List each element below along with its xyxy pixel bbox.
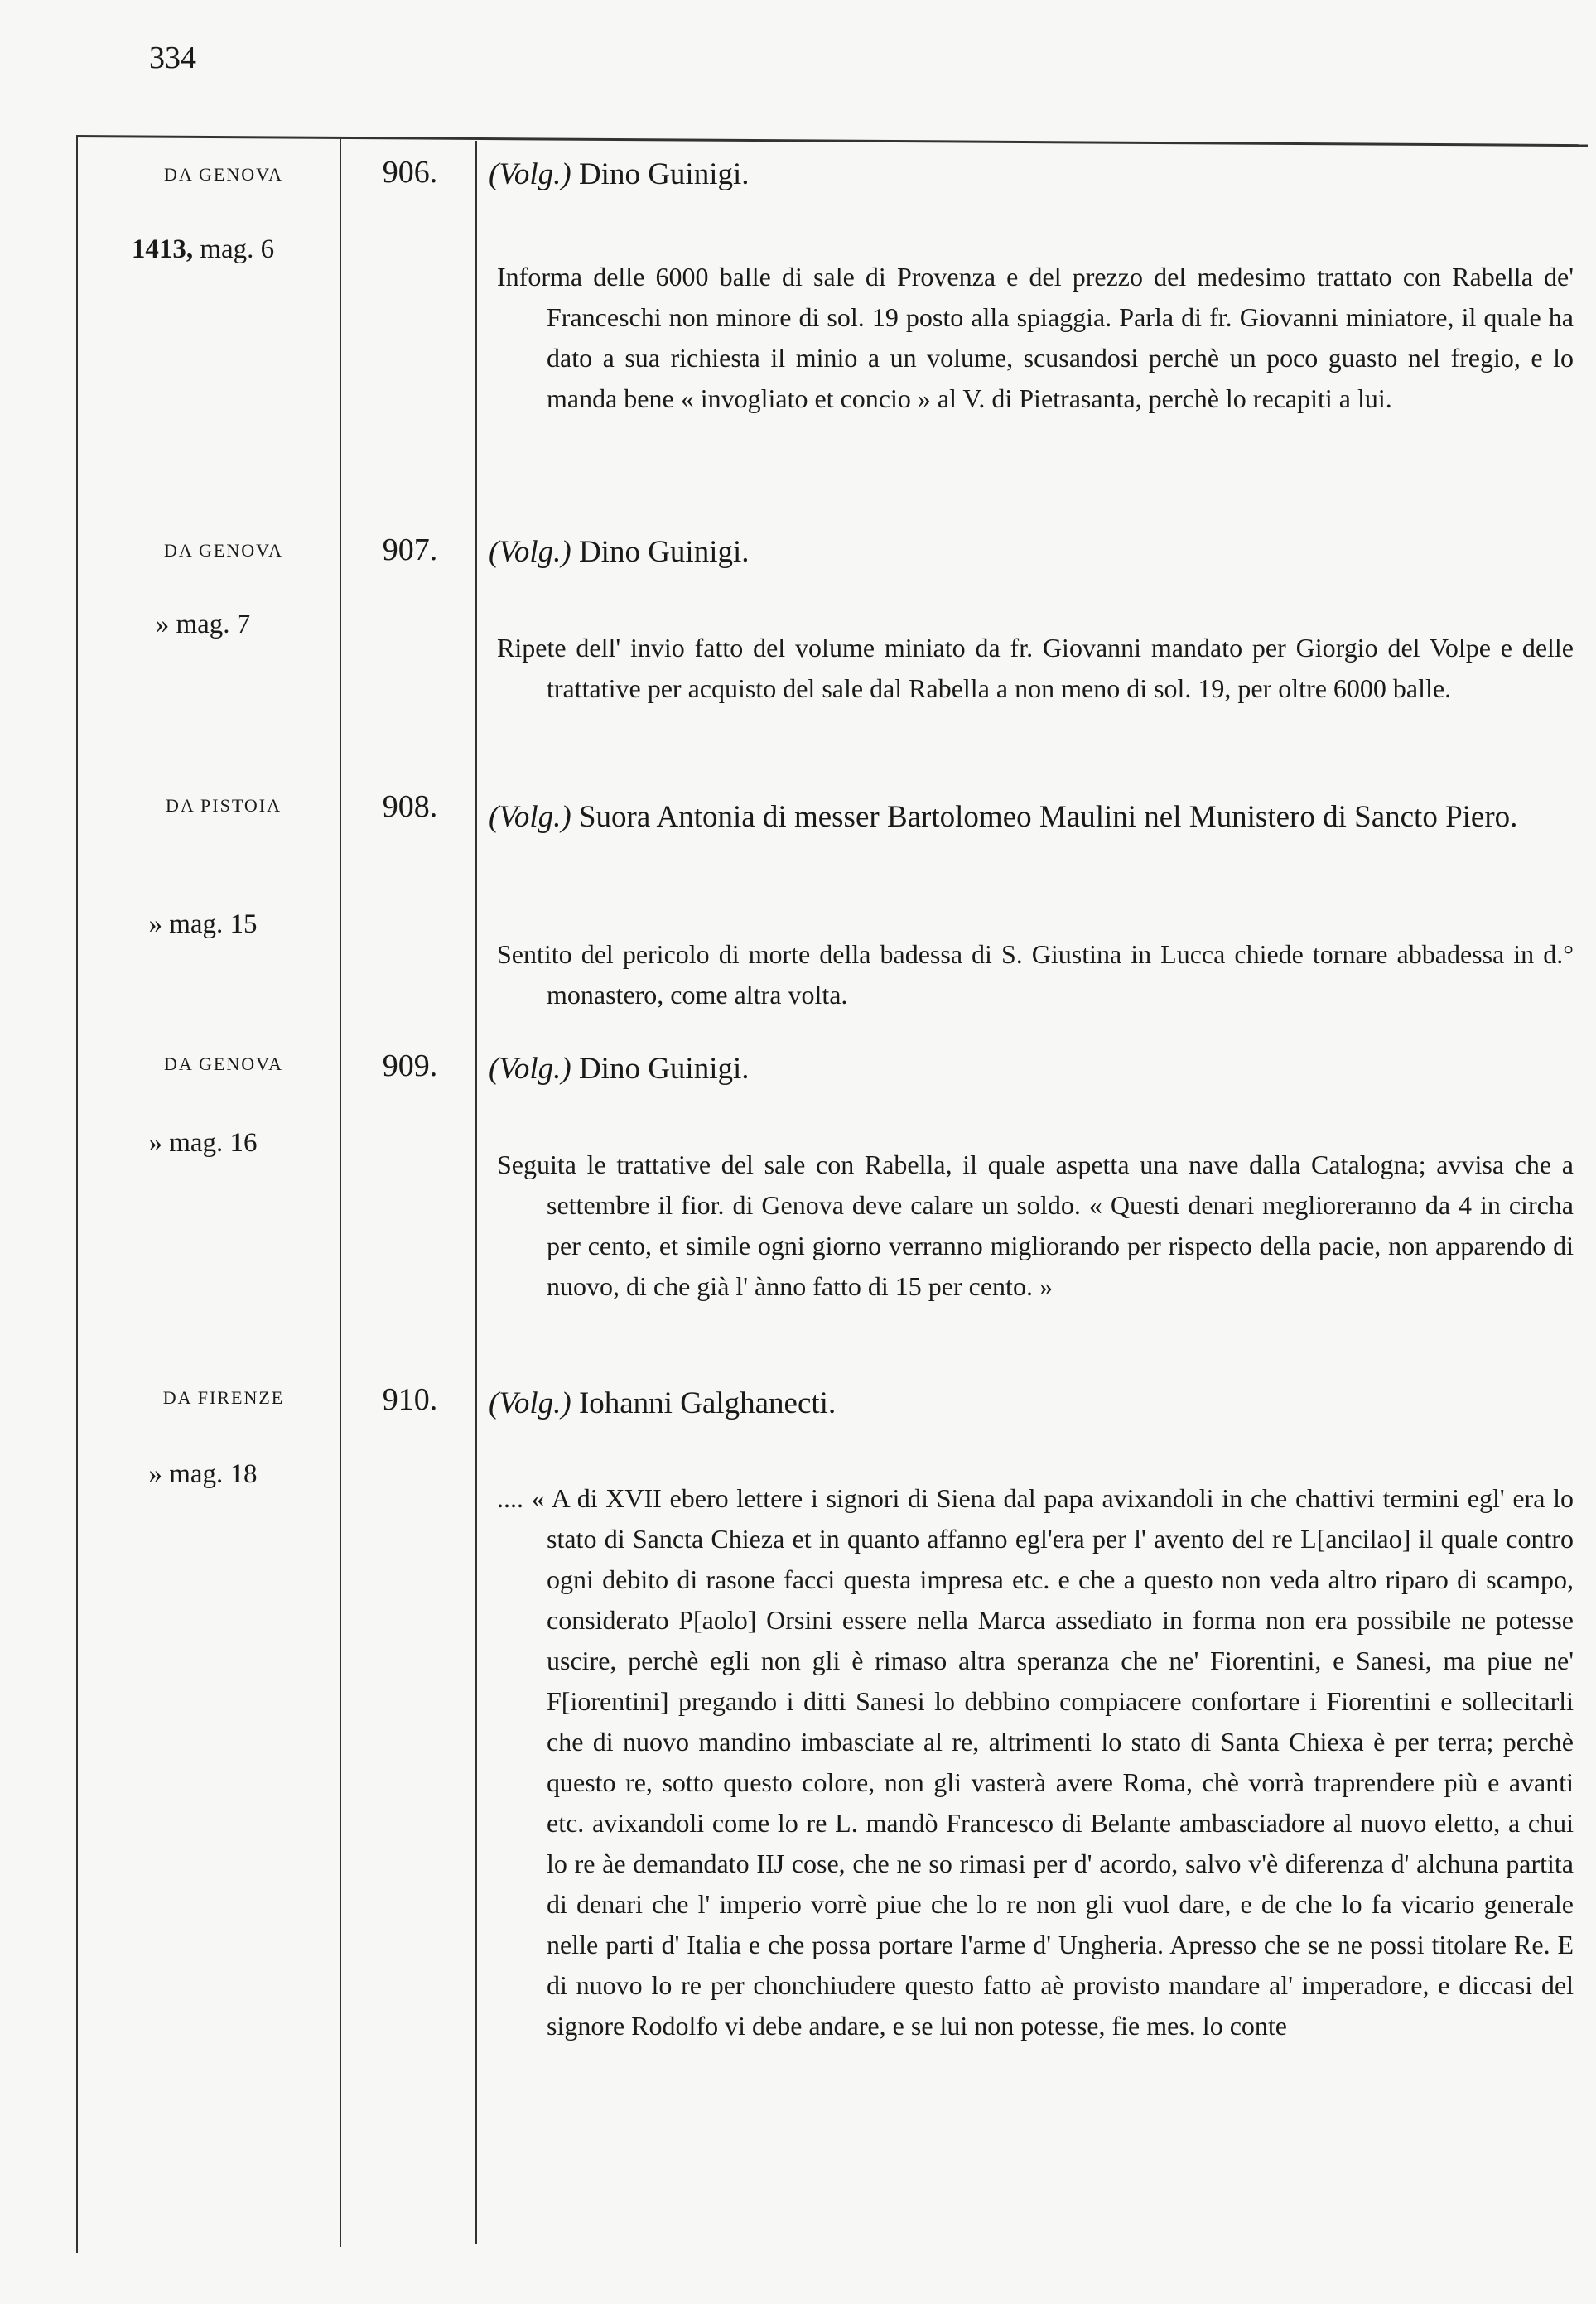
entry-number: 908.	[382, 789, 438, 824]
entry-summary: Ripete dell' invio fatto del volume miniato da fr. Giovanni mandato per Giorgio del Volpe e delle trattative per acquisto del sale dal Rabella a non meno di sol. 19, per oltre 6000 balle.	[497, 633, 1574, 703]
entry-summary: Sentito del pericolo di morte della badessa di S. Giustina in Lucca chiede tornare abbadessa in d.° monastero, come altra volta.	[497, 939, 1574, 1010]
column-divider	[475, 141, 477, 2244]
top-rule	[76, 135, 1588, 147]
page-number: 334	[149, 41, 196, 75]
entry-sender: (Volg.) Dino Guinigi.	[489, 1052, 750, 1086]
entry-date: » mag. 15	[148, 909, 258, 939]
entry-place: DA GENOVA	[163, 1053, 284, 1074]
entry-summary: Seguita le trattative del sale con Rabella, il quale aspetta una nave dalla Catalogna; avvisa che a settembre il fior. di Genova deve calare un soldo. « Questi denari meglioreranno da 4 in circha per cento, et simile ogni giorno verranno migliorando per rispecto della pacie, non apparendo di nuovo, di che già l' ànno fatto di 15 per cento. »	[497, 1150, 1574, 1301]
entry-date: 1413, mag. 6	[131, 234, 275, 264]
entry-sender: (Volg.) Suora Antonia di messer Bartolomeo Maulini nel Munistero di Sancto Piero.	[489, 800, 1518, 834]
entry-sender: (Volg.) Iohanni Galghanecti.	[489, 1386, 837, 1420]
entry-number: 906.	[382, 155, 438, 190]
entry-sender: (Volg.) Dino Guinigi.	[489, 157, 750, 191]
entry-sender: (Volg.) Dino Guinigi.	[489, 535, 750, 569]
entry-place: DA PISTOIA	[165, 795, 282, 816]
entry-place: DA FIRENZE	[162, 1387, 285, 1408]
entry-date: » mag. 16	[148, 1128, 258, 1158]
entry-number: 907.	[382, 533, 438, 567]
entry-number: 909.	[382, 1048, 438, 1083]
entry-number: 910.	[382, 1382, 438, 1417]
entry-date: » mag. 18	[148, 1459, 258, 1489]
entry-place: DA GENOVA	[163, 540, 284, 561]
entry-summary: Informa delle 6000 balle di sale di Provenza e del prezzo del medesimo trattato con Rabella de' Franceschi non minore di sol. 19 posto alla spiaggia. Parla di fr. Giovanni miniatore, il quale ha dato a sua richiesta il minio a un volume, scusandosi perchè un poco guasto nel fregio, e lo manda bene « invogliato et concio » al V. di Pietrasanta, perchè lo recapiti a lui.	[497, 262, 1574, 413]
column-divider	[76, 137, 78, 2253]
entry-summary: .... « A di XVII ebero lettere i signori di Siena dal papa avixandoli in che chattivi termini egl' era lo stato di Sancta Chieza et in quanto affanno egl'era per l' avento del re L[ancilao] il quale contro ogni debito di rasone facci questa impresa etc. e che a questo non veda altro riparo di scampo, considerato P[aolo] Orsini essere nella Marca assediato in forma non era possibile ne potesse uscire, perchè egli non gli è rimaso altra speranza che ne' Fiorentini, e Sanesi, ma piue ne' F[iorentini] pregando i ditti Sanesi lo debbino compiacere confortare i Fiorentini e sollecitarli che di nuovo mandino imbasciate al re, altrimenti lo stato di Santa Chiexa è per terra; perchè questo re, sotto questo colore, non gli vasterà avere Roma, chè vorrà traprendere più e avanti etc. avixandoli come lo re L. mandò Francesco di Belante ambasciadore al nuovo eletto, a chui lo re àe demandato IIJ cose, che ne so rimasi per d' acordo, salvo v'è diferenza d' alchuna partita di denari che l' imperio vorrè piue che lo re non gli vuol dare, e de che lo fa vicario generale nelle parti d' Italia e che possa portare l'arme d' Ungheria. Apresso che se ne possi titolare Re. E di nuovo lo re per chonchiudere questo fatto aè provisto mandare al' imperadore, e diccasi del signore Rodolfo vi debe andare, e se lui non potesse, fie mes. lo conte	[497, 1483, 1574, 2041]
column-divider	[340, 139, 341, 2247]
entry-place: DA GENOVA	[163, 164, 284, 185]
entry-date: » mag. 7	[155, 610, 251, 639]
